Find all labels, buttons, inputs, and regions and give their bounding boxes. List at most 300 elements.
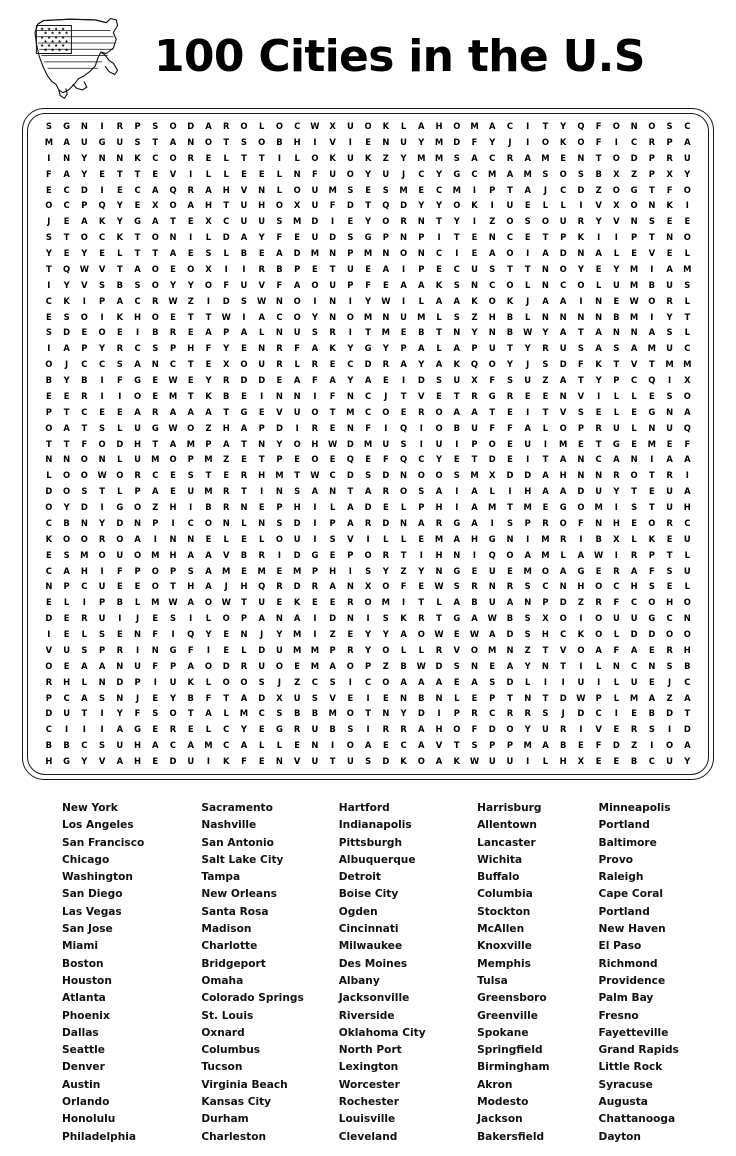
- grid-cell[interactable]: I: [260, 486, 264, 497]
- grid-cell[interactable]: K: [116, 232, 124, 243]
- word-list-item[interactable]: Kansas City: [201, 1096, 272, 1109]
- word-list-item[interactable]: Raleigh: [598, 871, 644, 884]
- grid-cell[interactable]: U: [258, 660, 266, 671]
- grid-cell[interactable]: P: [45, 406, 52, 417]
- grid-cell[interactable]: O: [98, 549, 106, 560]
- grid-cell[interactable]: S: [63, 549, 70, 560]
- grid-cell[interactable]: C: [134, 184, 141, 195]
- grid-cell[interactable]: L: [436, 311, 442, 322]
- grid-cell[interactable]: A: [293, 279, 301, 290]
- grid-cell[interactable]: N: [400, 470, 408, 481]
- grid-cell[interactable]: E: [595, 263, 602, 274]
- grid-cell[interactable]: Y: [187, 279, 194, 290]
- grid-cell[interactable]: E: [524, 232, 531, 243]
- grid-cell[interactable]: E: [684, 216, 691, 227]
- grid-cell[interactable]: P: [187, 454, 194, 465]
- grid-cell[interactable]: I: [135, 644, 140, 655]
- grid-cell[interactable]: L: [329, 502, 336, 512]
- grid-cell[interactable]: E: [99, 406, 105, 417]
- grid-cell[interactable]: R: [400, 724, 407, 735]
- grid-cell[interactable]: Y: [169, 279, 177, 290]
- grid-cell[interactable]: S: [524, 613, 531, 624]
- grid-cell[interactable]: I: [455, 486, 459, 497]
- grid-cell[interactable]: A: [471, 517, 478, 528]
- grid-cell[interactable]: E: [471, 248, 478, 258]
- grid-cell[interactable]: D: [417, 375, 425, 385]
- grid-cell[interactable]: Y: [365, 295, 372, 306]
- grid-cell[interactable]: V: [169, 168, 177, 179]
- grid-cell[interactable]: N: [169, 232, 177, 243]
- grid-cell[interactable]: X: [276, 692, 283, 703]
- grid-cell[interactable]: P: [613, 375, 620, 385]
- grid-cell[interactable]: K: [45, 533, 53, 544]
- grid-cell[interactable]: G: [364, 232, 372, 243]
- grid-cell[interactable]: N: [470, 279, 478, 290]
- grid-cell[interactable]: L: [436, 343, 442, 354]
- grid-cell[interactable]: A: [81, 660, 88, 671]
- grid-cell[interactable]: S: [489, 263, 496, 274]
- grid-cell[interactable]: B: [613, 311, 620, 322]
- grid-cell[interactable]: S: [382, 613, 389, 624]
- grid-cell[interactable]: O: [648, 597, 656, 608]
- grid-cell[interactable]: I: [614, 232, 618, 243]
- grid-cell[interactable]: D: [116, 517, 124, 528]
- word-list-item[interactable]: Syracuse: [598, 1078, 653, 1091]
- grid-cell[interactable]: G: [134, 375, 141, 385]
- grid-cell[interactable]: O: [506, 549, 514, 560]
- grid-cell[interactable]: E: [382, 375, 389, 385]
- grid-cell[interactable]: T: [400, 390, 407, 401]
- grid-cell[interactable]: A: [400, 629, 407, 639]
- grid-cell[interactable]: E: [453, 454, 460, 465]
- grid-cell[interactable]: L: [400, 121, 407, 131]
- grid-cell[interactable]: R: [98, 533, 106, 544]
- grid-cell[interactable]: I: [668, 375, 672, 385]
- grid-cell[interactable]: L: [294, 152, 300, 163]
- word-list-item[interactable]: Baltimore: [598, 836, 657, 849]
- grid-cell[interactable]: E: [365, 136, 371, 147]
- grid-cell[interactable]: L: [631, 422, 637, 433]
- grid-cell[interactable]: U: [666, 502, 673, 512]
- word-list-item[interactable]: Palm Bay: [598, 992, 654, 1005]
- grid-cell[interactable]: C: [329, 470, 336, 481]
- grid-cell[interactable]: U: [258, 597, 266, 608]
- grid-cell[interactable]: U: [134, 454, 141, 465]
- grid-cell[interactable]: O: [577, 644, 585, 655]
- grid-cell[interactable]: A: [258, 311, 265, 322]
- word-list-item[interactable]: Dallas: [62, 1026, 99, 1039]
- grid-cell[interactable]: S: [524, 629, 531, 639]
- grid-cell[interactable]: I: [543, 438, 547, 449]
- grid-cell[interactable]: E: [382, 279, 389, 290]
- grid-cell[interactable]: P: [169, 343, 177, 354]
- grid-cell[interactable]: N: [275, 295, 283, 306]
- grid-cell[interactable]: A: [169, 406, 177, 417]
- grid-cell[interactable]: A: [205, 327, 212, 338]
- grid-cell[interactable]: O: [80, 533, 88, 544]
- grid-cell[interactable]: M: [222, 565, 231, 576]
- grid-cell[interactable]: E: [507, 438, 513, 449]
- grid-cell[interactable]: P: [418, 232, 425, 243]
- word-list-item[interactable]: St. Louis: [201, 1009, 254, 1022]
- grid-cell[interactable]: N: [435, 692, 443, 703]
- grid-cell[interactable]: L: [560, 200, 566, 211]
- grid-cell[interactable]: S: [365, 565, 372, 576]
- grid-cell[interactable]: A: [506, 597, 514, 608]
- grid-cell[interactable]: E: [223, 644, 230, 655]
- grid-cell[interactable]: A: [453, 533, 460, 544]
- grid-cell[interactable]: R: [293, 724, 301, 735]
- grid-cell[interactable]: A: [559, 486, 567, 497]
- grid-cell[interactable]: G: [648, 406, 656, 417]
- grid-cell[interactable]: I: [206, 644, 211, 655]
- grid-cell[interactable]: O: [116, 470, 124, 481]
- grid-cell[interactable]: N: [630, 454, 638, 465]
- grid-cell[interactable]: A: [524, 184, 531, 195]
- grid-cell[interactable]: I: [526, 121, 530, 131]
- grid-cell[interactable]: V: [98, 756, 106, 766]
- grid-cell[interactable]: D: [240, 375, 248, 385]
- grid-cell[interactable]: E: [648, 390, 655, 401]
- grid-cell[interactable]: I: [260, 390, 264, 401]
- grid-cell[interactable]: N: [346, 581, 354, 592]
- grid-cell[interactable]: I: [614, 549, 618, 560]
- grid-cell[interactable]: Q: [399, 422, 408, 433]
- grid-cell[interactable]: Z: [152, 502, 159, 512]
- word-list-item[interactable]: Spokane: [477, 1026, 529, 1039]
- grid-cell[interactable]: D: [630, 629, 638, 639]
- grid-cell[interactable]: T: [560, 660, 567, 671]
- grid-cell[interactable]: L: [525, 279, 531, 290]
- grid-cell[interactable]: J: [543, 184, 547, 195]
- grid-cell[interactable]: D: [630, 152, 638, 163]
- grid-cell[interactable]: H: [470, 533, 478, 544]
- grid-cell[interactable]: R: [382, 724, 390, 735]
- grid-cell[interactable]: W: [594, 549, 604, 560]
- grid-cell[interactable]: R: [187, 184, 194, 195]
- grid-cell[interactable]: S: [63, 311, 70, 322]
- grid-cell[interactable]: T: [241, 486, 247, 497]
- grid-cell[interactable]: E: [524, 390, 531, 401]
- grid-cell[interactable]: I: [47, 279, 51, 290]
- grid-cell[interactable]: W: [629, 295, 639, 306]
- grid-cell[interactable]: E: [453, 676, 460, 687]
- grid-cell[interactable]: E: [347, 692, 354, 703]
- grid-cell[interactable]: R: [276, 343, 283, 354]
- grid-cell[interactable]: I: [100, 184, 104, 195]
- word-list-item[interactable]: Santa Rosa: [201, 905, 269, 918]
- grid-cell[interactable]: O: [63, 533, 71, 544]
- grid-cell[interactable]: R: [666, 517, 673, 528]
- grid-cell[interactable]: E: [241, 454, 247, 465]
- grid-cell[interactable]: M: [470, 121, 479, 131]
- grid-cell[interactable]: T: [453, 740, 460, 751]
- grid-cell[interactable]: E: [46, 390, 52, 401]
- grid-cell[interactable]: S: [311, 692, 318, 703]
- grid-cell[interactable]: H: [329, 565, 337, 576]
- grid-cell[interactable]: O: [293, 438, 301, 449]
- grid-cell[interactable]: R: [222, 121, 230, 131]
- grid-cell[interactable]: A: [630, 644, 638, 655]
- grid-cell[interactable]: I: [153, 533, 157, 544]
- grid-cell[interactable]: G: [453, 168, 461, 179]
- grid-cell[interactable]: E: [116, 327, 123, 338]
- grid-cell[interactable]: A: [81, 692, 88, 703]
- grid-cell[interactable]: F: [613, 644, 620, 655]
- grid-cell[interactable]: M: [310, 660, 320, 671]
- grid-cell[interactable]: R: [311, 359, 319, 370]
- grid-cell[interactable]: E: [205, 533, 212, 544]
- word-list-item[interactable]: Lexington: [338, 1061, 399, 1074]
- grid-cell[interactable]: O: [595, 581, 603, 592]
- grid-cell[interactable]: E: [365, 184, 371, 195]
- grid-cell[interactable]: N: [240, 629, 248, 639]
- grid-cell[interactable]: A: [240, 422, 248, 433]
- grid-cell[interactable]: M: [629, 263, 639, 274]
- word-list-item[interactable]: Columbia: [477, 888, 533, 901]
- grid-cell[interactable]: C: [365, 390, 372, 401]
- grid-cell[interactable]: H: [258, 470, 266, 481]
- grid-cell[interactable]: V: [329, 692, 336, 703]
- grid-cell[interactable]: S: [294, 486, 301, 497]
- grid-cell[interactable]: T: [684, 708, 691, 719]
- word-list-item[interactable]: Boise City: [338, 888, 399, 901]
- grid-cell[interactable]: T: [648, 184, 655, 195]
- grid-cell[interactable]: Z: [400, 565, 407, 576]
- grid-cell[interactable]: O: [63, 470, 71, 481]
- grid-cell[interactable]: I: [401, 375, 406, 385]
- letter-grid[interactable]: [34, 120, 702, 768]
- grid-cell[interactable]: Z: [382, 660, 389, 671]
- grid-cell[interactable]: R: [613, 565, 620, 576]
- grid-cell[interactable]: T: [648, 232, 655, 243]
- grid-cell[interactable]: Y: [81, 152, 88, 163]
- grid-cell[interactable]: R: [648, 136, 656, 147]
- grid-cell[interactable]: C: [365, 406, 372, 417]
- grid-cell[interactable]: T: [46, 438, 52, 449]
- grid-cell[interactable]: H: [63, 676, 71, 687]
- grid-cell[interactable]: I: [171, 629, 175, 639]
- grid-cell[interactable]: A: [116, 295, 124, 306]
- grid-cell[interactable]: L: [400, 644, 407, 655]
- grid-cell[interactable]: T: [258, 454, 265, 465]
- grid-cell[interactable]: W: [221, 597, 231, 608]
- grid-cell[interactable]: I: [561, 676, 565, 687]
- grid-cell[interactable]: T: [453, 390, 460, 401]
- grid-cell[interactable]: C: [489, 279, 496, 290]
- grid-cell[interactable]: Y: [116, 708, 123, 719]
- grid-cell[interactable]: E: [400, 327, 407, 338]
- grid-cell[interactable]: A: [81, 216, 88, 227]
- grid-cell[interactable]: C: [347, 359, 354, 370]
- grid-cell[interactable]: I: [543, 676, 547, 687]
- grid-cell[interactable]: E: [507, 454, 513, 465]
- grid-cell[interactable]: C: [223, 216, 230, 227]
- grid-cell[interactable]: A: [364, 375, 372, 385]
- grid-cell[interactable]: Y: [435, 200, 443, 211]
- grid-cell[interactable]: S: [382, 184, 389, 195]
- grid-cell[interactable]: T: [329, 406, 336, 417]
- grid-cell[interactable]: R: [116, 121, 124, 131]
- grid-cell[interactable]: T: [542, 406, 549, 417]
- grid-cell[interactable]: A: [311, 486, 319, 497]
- grid-cell[interactable]: N: [382, 248, 390, 258]
- grid-cell[interactable]: B: [418, 692, 425, 703]
- grid-cell[interactable]: A: [559, 327, 567, 338]
- grid-cell[interactable]: O: [133, 502, 142, 512]
- grid-cell[interactable]: R: [45, 676, 53, 687]
- grid-cell[interactable]: X: [152, 200, 159, 211]
- grid-cell[interactable]: I: [313, 517, 317, 528]
- grid-cell[interactable]: C: [294, 121, 301, 131]
- grid-cell[interactable]: Q: [683, 422, 691, 433]
- grid-cell[interactable]: E: [347, 216, 354, 227]
- grid-cell[interactable]: A: [187, 660, 194, 671]
- grid-cell[interactable]: T: [223, 200, 230, 211]
- word-list-item[interactable]: Oxnard: [201, 1026, 245, 1039]
- grid-cell[interactable]: D: [275, 422, 283, 433]
- grid-cell[interactable]: I: [313, 533, 317, 544]
- grid-cell[interactable]: I: [526, 756, 530, 766]
- grid-cell[interactable]: G: [169, 644, 177, 655]
- grid-cell[interactable]: Y: [63, 375, 70, 385]
- grid-cell[interactable]: R: [347, 644, 354, 655]
- grid-cell[interactable]: Y: [365, 168, 372, 179]
- grid-cell[interactable]: Z: [471, 311, 478, 322]
- grid-cell[interactable]: T: [81, 708, 88, 719]
- grid-cell[interactable]: I: [614, 502, 618, 512]
- grid-cell[interactable]: S: [134, 279, 141, 290]
- grid-cell[interactable]: F: [471, 136, 478, 147]
- grid-cell[interactable]: D: [364, 359, 372, 370]
- grid-cell[interactable]: R: [187, 152, 194, 163]
- grid-cell[interactable]: E: [63, 390, 70, 401]
- grid-cell[interactable]: S: [99, 692, 106, 703]
- grid-cell[interactable]: U: [471, 422, 478, 433]
- grid-cell[interactable]: V: [595, 724, 602, 735]
- grid-cell[interactable]: A: [435, 359, 443, 370]
- grid-cell[interactable]: S: [81, 644, 88, 655]
- grid-cell[interactable]: O: [311, 454, 319, 465]
- grid-cell[interactable]: T: [453, 232, 460, 243]
- grid-cell[interactable]: I: [313, 390, 317, 401]
- grid-cell[interactable]: C: [418, 454, 425, 465]
- grid-cell[interactable]: A: [471, 406, 478, 417]
- grid-cell[interactable]: D: [346, 200, 354, 211]
- grid-cell[interactable]: C: [365, 676, 372, 687]
- grid-cell[interactable]: L: [205, 168, 212, 179]
- grid-cell[interactable]: W: [168, 375, 178, 385]
- grid-cell[interactable]: D: [187, 121, 195, 131]
- grid-cell[interactable]: A: [648, 692, 656, 703]
- grid-cell[interactable]: N: [346, 613, 354, 624]
- grid-cell[interactable]: U: [276, 644, 283, 655]
- word-list-item[interactable]: Albany: [338, 974, 380, 987]
- word-list-item[interactable]: San Francisco: [62, 836, 145, 849]
- grid-cell[interactable]: A: [169, 438, 177, 449]
- grid-cell[interactable]: T: [436, 327, 442, 338]
- grid-cell[interactable]: E: [400, 406, 407, 417]
- grid-cell[interactable]: Q: [187, 629, 195, 639]
- grid-cell[interactable]: K: [666, 200, 673, 211]
- grid-cell[interactable]: M: [683, 359, 692, 370]
- word-list-item[interactable]: Louisville: [338, 1113, 396, 1126]
- grid-cell[interactable]: O: [204, 597, 213, 608]
- grid-cell[interactable]: B: [648, 279, 656, 290]
- grid-cell[interactable]: S: [542, 708, 549, 719]
- grid-cell[interactable]: Q: [577, 121, 585, 131]
- grid-cell[interactable]: I: [118, 613, 122, 624]
- grid-cell[interactable]: T: [134, 232, 141, 243]
- grid-cell[interactable]: T: [116, 263, 123, 274]
- grid-cell[interactable]: E: [595, 406, 602, 417]
- word-list-item[interactable]: Nashville: [201, 819, 257, 832]
- grid-cell[interactable]: Y: [365, 644, 372, 655]
- grid-cell[interactable]: L: [276, 184, 283, 195]
- grid-cell[interactable]: W: [576, 692, 586, 703]
- grid-cell[interactable]: A: [329, 660, 336, 671]
- grid-cell[interactable]: G: [134, 724, 141, 735]
- grid-cell[interactable]: H: [435, 724, 443, 735]
- grid-cell[interactable]: U: [453, 375, 461, 385]
- grid-cell[interactable]: O: [346, 311, 354, 322]
- grid-cell[interactable]: P: [400, 343, 407, 354]
- grid-cell[interactable]: S: [648, 216, 655, 227]
- grid-cell[interactable]: F: [648, 565, 655, 576]
- grid-cell[interactable]: S: [45, 121, 52, 131]
- grid-cell[interactable]: B: [648, 708, 656, 719]
- grid-cell[interactable]: E: [258, 168, 265, 179]
- grid-cell[interactable]: I: [437, 708, 441, 719]
- grid-cell[interactable]: N: [275, 613, 283, 624]
- grid-cell[interactable]: D: [559, 248, 567, 258]
- grid-cell[interactable]: R: [559, 533, 567, 544]
- grid-cell[interactable]: L: [400, 502, 407, 512]
- grid-cell[interactable]: C: [169, 740, 177, 751]
- grid-cell[interactable]: O: [382, 216, 390, 227]
- grid-cell[interactable]: T: [436, 613, 442, 624]
- grid-cell[interactable]: I: [366, 724, 370, 735]
- grid-cell[interactable]: H: [559, 756, 567, 766]
- grid-cell[interactable]: O: [364, 121, 372, 131]
- word-list-item[interactable]: Riverside: [338, 1009, 395, 1022]
- grid-cell[interactable]: H: [435, 549, 443, 560]
- grid-cell[interactable]: C: [400, 740, 407, 751]
- grid-cell[interactable]: N: [595, 295, 603, 306]
- grid-cell[interactable]: N: [666, 406, 674, 417]
- grid-cell[interactable]: E: [134, 200, 141, 211]
- grid-cell[interactable]: U: [435, 438, 443, 449]
- grid-cell[interactable]: E: [453, 629, 460, 639]
- grid-cell[interactable]: N: [506, 644, 514, 655]
- grid-cell[interactable]: L: [223, 708, 229, 719]
- grid-cell[interactable]: I: [419, 549, 423, 560]
- grid-cell[interactable]: N: [400, 517, 408, 528]
- grid-cell[interactable]: U: [116, 740, 124, 751]
- grid-cell[interactable]: N: [524, 692, 532, 703]
- grid-cell[interactable]: L: [542, 422, 549, 433]
- grid-cell[interactable]: S: [240, 136, 247, 147]
- grid-cell[interactable]: K: [205, 390, 212, 401]
- grid-cell[interactable]: U: [258, 359, 266, 370]
- grid-cell[interactable]: N: [134, 629, 142, 639]
- grid-cell[interactable]: Z: [205, 422, 212, 433]
- grid-cell[interactable]: M: [629, 692, 639, 703]
- grid-cell[interactable]: I: [100, 375, 104, 385]
- grid-cell[interactable]: J: [401, 168, 406, 179]
- grid-cell[interactable]: X: [684, 375, 691, 385]
- grid-cell[interactable]: V: [222, 549, 230, 560]
